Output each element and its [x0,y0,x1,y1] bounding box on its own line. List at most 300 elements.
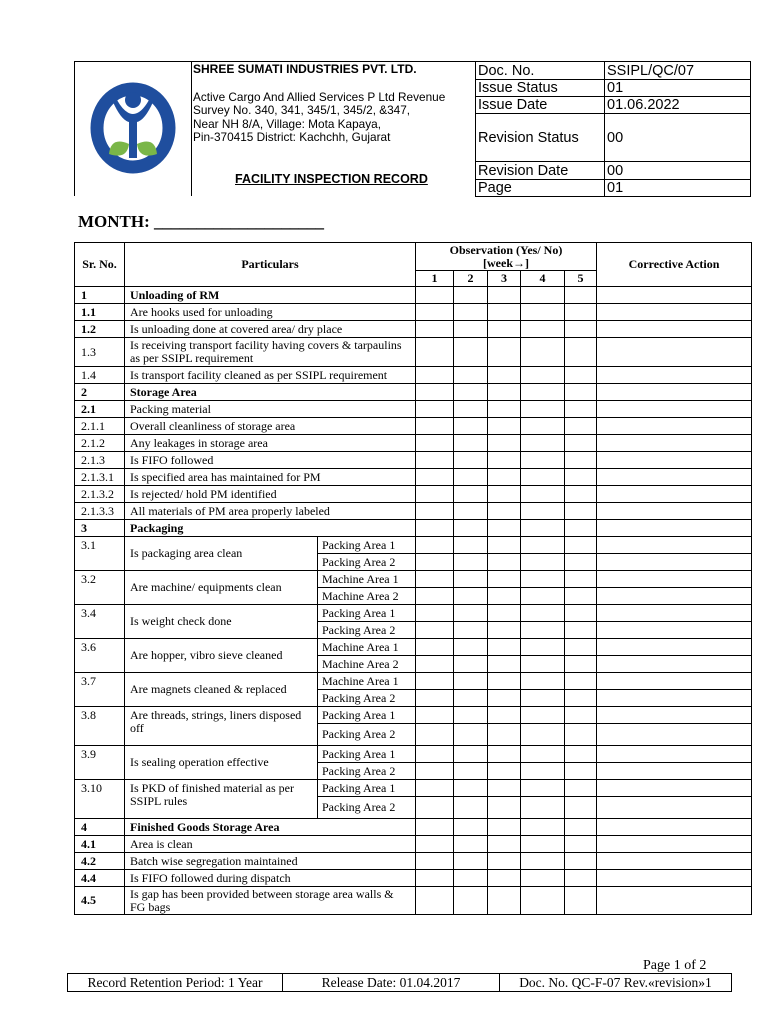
week-2-cell[interactable] [454,503,488,520]
corrective-action-cell[interactable] [597,338,752,367]
week-4-cell[interactable] [521,287,565,304]
table-row [75,435,752,452]
week-3-cell[interactable] [488,571,521,588]
company-info [193,62,475,196]
table-row [75,639,752,656]
week-4-cell[interactable] [521,656,565,673]
table-row [75,870,752,887]
week-3-cell[interactable] [488,452,521,469]
week-3-cell[interactable] [488,321,521,338]
week-4-cell[interactable] [521,367,565,384]
week-5-cell[interactable] [565,503,597,520]
week-3-cell[interactable] [488,656,521,673]
week-1-cell[interactable] [416,287,454,304]
week-3-cell[interactable] [488,588,521,605]
header-particulars: Particulars [125,243,416,287]
week-2-cell[interactable] [454,486,488,503]
sr-no-cell: 1 [75,287,125,304]
section-title: Finished Goods Storage Area [125,819,416,836]
week-3-cell[interactable] [488,763,521,780]
table-row [75,401,752,418]
week-4-cell[interactable] [521,537,565,554]
header-corrective-action: Corrective Action [597,243,752,287]
week-2-cell[interactable] [454,690,488,707]
week-1-cell[interactable] [416,673,454,690]
week-5-cell[interactable] [565,367,597,384]
week-1-cell[interactable] [416,605,454,622]
week-5-cell[interactable] [565,537,597,554]
corrective-action-cell[interactable] [597,554,752,571]
week-5-cell[interactable] [565,797,597,819]
corrective-action-cell[interactable] [597,639,752,656]
week-1-cell[interactable] [416,452,454,469]
week-3-cell[interactable] [488,384,521,401]
week-2-cell[interactable] [454,321,488,338]
week-3-cell[interactable] [488,486,521,503]
company-address [193,91,445,144]
week-3-cell[interactable] [488,853,521,870]
document-footer [67,973,732,992]
week-4-cell[interactable] [521,418,565,435]
week-2-cell[interactable] [454,853,488,870]
week-2-cell[interactable] [454,656,488,673]
week-1-cell[interactable] [416,870,454,887]
week-1-cell[interactable] [416,780,454,797]
week-2-cell[interactable] [454,452,488,469]
week-3-cell[interactable] [488,780,521,797]
week-4-cell[interactable] [521,639,565,656]
corrective-action-cell[interactable] [597,819,752,836]
week-1-cell[interactable] [416,887,454,915]
week-5-cell[interactable] [565,588,597,605]
week-1-cell[interactable] [416,746,454,763]
week-2-cell[interactable] [454,673,488,690]
week-5-cell[interactable] [565,746,597,763]
doc-info-label: Issue Date [476,97,605,114]
corrective-action-cell[interactable] [597,321,752,338]
week-2-cell[interactable] [454,605,488,622]
week-4-cell[interactable] [521,724,565,746]
week-2-cell[interactable] [454,338,488,367]
sr-no-cell: 2.1.3.2 [75,486,125,503]
week-5-cell[interactable] [565,469,597,486]
area-label: Machine Area 2 [318,656,416,673]
week-4-cell[interactable] [521,435,565,452]
corrective-action-cell[interactable] [597,571,752,588]
week-2-cell[interactable] [454,571,488,588]
week-2-cell[interactable] [454,304,488,321]
header-week-4: 4 [521,271,565,287]
table-row [75,338,752,367]
week-2-cell[interactable] [454,819,488,836]
week-5-cell[interactable] [565,870,597,887]
week-3-cell[interactable] [488,537,521,554]
week-3-cell[interactable] [488,287,521,304]
corrective-action-cell[interactable] [597,435,752,452]
week-2-cell[interactable] [454,763,488,780]
doc-info-label: Issue Status [476,80,605,97]
week-4-cell[interactable] [521,503,565,520]
corrective-action-cell[interactable] [597,537,752,554]
week-1-cell[interactable] [416,588,454,605]
week-4-cell[interactable] [521,384,565,401]
area-label: Machine Area 2 [318,588,416,605]
corrective-action-cell[interactable] [597,870,752,887]
week-3-cell[interactable] [488,887,521,915]
section-row [75,287,752,304]
week-3-cell[interactable] [488,870,521,887]
week-1-cell[interactable] [416,520,454,537]
sr-no-cell: 2.1.3.1 [75,469,125,486]
week-4-cell[interactable] [521,401,565,418]
week-5-cell[interactable] [565,486,597,503]
week-4-cell[interactable] [521,870,565,887]
week-2-cell[interactable] [454,780,488,797]
corrective-action-cell[interactable] [597,797,752,819]
doc-info-value: 00 [605,162,751,180]
week-2-cell[interactable] [454,622,488,639]
week-4-cell[interactable] [521,554,565,571]
corrective-action-cell[interactable] [597,304,752,321]
week-1-cell[interactable] [416,763,454,780]
week-1-cell[interactable] [416,435,454,452]
week-3-cell[interactable] [488,304,521,321]
corrective-action-cell[interactable] [597,746,752,763]
corrective-action-cell[interactable] [597,520,752,537]
week-2-cell[interactable] [454,520,488,537]
week-4-cell[interactable] [521,853,565,870]
doc-info-value: 01 [605,80,751,97]
week-1-cell[interactable] [416,639,454,656]
week-3-cell[interactable] [488,469,521,486]
corrective-action-cell[interactable] [597,763,752,780]
week-1-cell[interactable] [416,384,454,401]
doc-info-label: Revision Date [476,162,605,180]
corrective-action-cell[interactable] [597,780,752,797]
corrective-action-cell[interactable] [597,853,752,870]
area-label: Packing Area 1 [318,605,416,622]
week-3-cell[interactable] [488,622,521,639]
week-1-cell[interactable] [416,690,454,707]
week-1-cell[interactable] [416,797,454,819]
area-label: Machine Area 1 [318,673,416,690]
week-4-cell[interactable] [521,819,565,836]
week-4-cell[interactable] [521,887,565,915]
particular-text: Overall cleanliness of storage area [125,418,416,435]
area-label: Packing Area 1 [318,707,416,724]
week-4-cell[interactable] [521,746,565,763]
corrective-action-cell[interactable] [597,656,752,673]
header-sr-no: Sr. No. [75,243,125,287]
page-indicator: Page 1 of 2 [643,958,707,973]
particular-text: Are magnets cleaned & replaced [125,673,318,707]
doc-info-value: 01.06.2022 [605,97,751,114]
week-1-cell[interactable] [416,537,454,554]
week-5-cell[interactable] [565,819,597,836]
corrective-action-cell[interactable] [597,690,752,707]
week-4-cell[interactable] [521,338,565,367]
particular-text: Is FIFO followed during dispatch [125,870,416,887]
week-5-cell[interactable] [565,435,597,452]
logo-cell [75,62,192,196]
week-2-cell[interactable] [454,367,488,384]
week-5-cell[interactable] [565,520,597,537]
corrective-action-cell[interactable] [597,836,752,853]
corrective-action-cell[interactable] [597,503,752,520]
week-4-cell[interactable] [521,452,565,469]
document-control-table [475,61,751,197]
week-3-cell[interactable] [488,690,521,707]
week-3-cell[interactable] [488,503,521,520]
particular-text: All materials of PM area properly labeled [125,503,416,520]
week-3-cell[interactable] [488,724,521,746]
week-5-cell[interactable] [565,763,597,780]
corrective-action-cell[interactable] [597,707,752,724]
week-1-cell[interactable] [416,724,454,746]
sr-no-cell: 1.1 [75,304,125,321]
corrective-action-cell[interactable] [597,605,752,622]
week-1-cell[interactable] [416,571,454,588]
week-1-cell[interactable] [416,503,454,520]
inspection-table [74,242,752,915]
week-3-cell[interactable] [488,673,521,690]
table-row [75,853,752,870]
sr-no-cell: 3 [75,520,125,537]
week-4-cell[interactable] [521,797,565,819]
week-5-cell[interactable] [565,304,597,321]
corrective-action-cell[interactable] [597,452,752,469]
week-2-cell[interactable] [454,401,488,418]
week-3-cell[interactable] [488,836,521,853]
week-2-cell[interactable] [454,836,488,853]
week-1-cell[interactable] [416,367,454,384]
week-1-cell[interactable] [416,418,454,435]
week-1-cell[interactable] [416,486,454,503]
particular-text: Are hopper, vibro sieve cleaned [125,639,318,673]
corrective-action-cell[interactable] [597,486,752,503]
month-field[interactable]: MONTH: ____________________ [78,212,325,231]
company-logo-icon [75,62,191,196]
week-3-cell[interactable] [488,819,521,836]
week-1-cell[interactable] [416,321,454,338]
week-5-cell[interactable] [565,338,597,367]
week-1-cell[interactable] [416,853,454,870]
section-title: Storage Area [125,384,416,401]
table-row [75,571,752,588]
week-4-cell[interactable] [521,673,565,690]
sr-no-cell: 3.6 [75,639,125,673]
week-2-cell[interactable] [454,724,488,746]
week-2-cell[interactable] [454,384,488,401]
week-3-cell[interactable] [488,797,521,819]
week-2-cell[interactable] [454,435,488,452]
week-2-cell[interactable] [454,639,488,656]
address-line: Survey No. 340, 341, 345/1, 345/2, &347, [193,103,411,118]
table-row [75,469,752,486]
week-5-cell[interactable] [565,836,597,853]
area-label: Packing Area 1 [318,537,416,554]
week-2-cell[interactable] [454,797,488,819]
table-row [75,887,752,915]
week-4-cell[interactable] [521,605,565,622]
week-2-cell[interactable] [454,554,488,571]
week-2-cell[interactable] [454,418,488,435]
sr-no-cell: 3.1 [75,537,125,571]
area-label: Machine Area 1 [318,571,416,588]
week-3-cell[interactable] [488,554,521,571]
week-5-cell[interactable] [565,690,597,707]
footer-doc-no: Doc. No. QC-F-07 Rev.«revision»1 [519,975,712,990]
corrective-action-cell[interactable] [597,673,752,690]
particular-text: Is gap has been provided between storage area walls & FG bags [125,887,416,915]
corrective-action-cell[interactable] [597,384,752,401]
week-5-cell[interactable] [565,571,597,588]
week-5-cell[interactable] [565,554,597,571]
week-1-cell[interactable] [416,469,454,486]
doc-info-value: 01 [605,180,751,197]
week-4-cell[interactable] [521,836,565,853]
retention-period: Record Retention Period: 1 Year [68,974,283,991]
week-5-cell[interactable] [565,673,597,690]
corrective-action-cell[interactable] [597,418,752,435]
table-row [75,304,752,321]
week-5-cell[interactable] [565,707,597,724]
week-3-cell[interactable] [488,401,521,418]
particular-text: Is weight check done [125,605,318,639]
week-4-cell[interactable] [521,571,565,588]
week-1-cell[interactable] [416,304,454,321]
week-5-cell[interactable] [565,605,597,622]
week-1-cell[interactable] [416,401,454,418]
week-4-cell[interactable] [521,469,565,486]
corrective-action-cell[interactable] [597,622,752,639]
week-5-cell[interactable] [565,384,597,401]
week-3-cell[interactable] [488,707,521,724]
area-label: Packing Area 2 [318,797,416,819]
doc-info-value: 00 [605,114,751,162]
corrective-action-cell[interactable] [597,588,752,605]
header-week-5: 5 [565,271,597,287]
week-2-cell[interactable] [454,287,488,304]
week-3-cell[interactable] [488,338,521,367]
week-1-cell[interactable] [416,554,454,571]
corrective-action-cell[interactable] [597,887,752,915]
week-3-cell[interactable] [488,639,521,656]
particular-text: Any leakages in storage area [125,435,416,452]
particular-text: Area is clean [125,836,416,853]
sr-no-cell: 1.2 [75,321,125,338]
week-1-cell[interactable] [416,338,454,367]
week-5-cell[interactable] [565,639,597,656]
week-3-cell[interactable] [488,418,521,435]
week-2-cell[interactable] [454,887,488,915]
week-3-cell[interactable] [488,746,521,763]
week-5-cell[interactable] [565,321,597,338]
week-1-cell[interactable] [416,819,454,836]
address-line: Near NH 8/A, Village: Mota Kapaya, [193,116,381,131]
particular-text: Is FIFO followed [125,452,416,469]
week-4-cell[interactable] [521,321,565,338]
week-5-cell[interactable] [565,452,597,469]
week-4-cell[interactable] [521,780,565,797]
week-4-cell[interactable] [521,486,565,503]
week-4-cell[interactable] [521,304,565,321]
header-week-3: 3 [488,271,521,287]
week-2-cell[interactable] [454,870,488,887]
week-2-cell[interactable] [454,588,488,605]
week-1-cell[interactable] [416,656,454,673]
week-3-cell[interactable] [488,435,521,452]
week-4-cell[interactable] [521,520,565,537]
week-4-cell[interactable] [521,707,565,724]
sr-no-cell: 3.8 [75,707,125,746]
week-1-cell[interactable] [416,836,454,853]
week-5-cell[interactable] [565,656,597,673]
particular-text: Is sealing operation effective [125,746,318,780]
sr-no-cell: 3.4 [75,605,125,639]
week-4-cell[interactable] [521,588,565,605]
week-5-cell[interactable] [565,418,597,435]
sr-no-cell: 3.2 [75,571,125,605]
corrective-action-cell[interactable] [597,287,752,304]
week-5-cell[interactable] [565,287,597,304]
week-2-cell[interactable] [454,746,488,763]
section-title: Packaging [125,520,416,537]
week-5-cell[interactable] [565,622,597,639]
corrective-action-cell[interactable] [597,367,752,384]
corrective-action-cell[interactable] [597,724,752,746]
week-3-cell[interactable] [488,605,521,622]
table-row [75,486,752,503]
header-week-2: 2 [454,271,488,287]
table-row [75,321,752,338]
sr-no-cell: 4.1 [75,836,125,853]
week-2-cell[interactable] [454,707,488,724]
particular-text: Are threads, strings, liners disposed off [125,707,318,746]
week-1-cell[interactable] [416,707,454,724]
table-row [75,418,752,435]
sr-no-cell: 2 [75,384,125,401]
week-2-cell[interactable] [454,469,488,486]
week-3-cell[interactable] [488,520,521,537]
sr-no-cell: 3.7 [75,673,125,707]
week-5-cell[interactable] [565,724,597,746]
week-5-cell[interactable] [565,853,597,870]
corrective-action-cell[interactable] [597,469,752,486]
area-label: Packing Area 2 [318,763,416,780]
release-date: Release Date: 01.04.2017 [283,974,500,991]
address-line: Active Cargo And Allied Services P Ltd Revenue [193,90,446,104]
week-2-cell[interactable] [454,537,488,554]
corrective-action-cell[interactable] [597,401,752,418]
week-5-cell[interactable] [565,887,597,915]
company-block [74,61,476,196]
week-4-cell[interactable] [521,763,565,780]
doc-info-value: SSIPL/QC/07 [605,62,751,80]
particular-text: Is transport facility cleaned as per SSIPL requirement [125,367,416,384]
particular-text: Is specified area has maintained for PM [125,469,416,486]
section-title: Unloading of RM [125,287,416,304]
week-4-cell[interactable] [521,622,565,639]
week-5-cell[interactable] [565,401,597,418]
week-4-cell[interactable] [521,690,565,707]
week-3-cell[interactable] [488,367,521,384]
doc-info-label: Page [476,180,605,197]
week-5-cell[interactable] [565,780,597,797]
sr-no-cell: 4.4 [75,870,125,887]
week-1-cell[interactable] [416,622,454,639]
header-week-1: 1 [416,271,454,287]
